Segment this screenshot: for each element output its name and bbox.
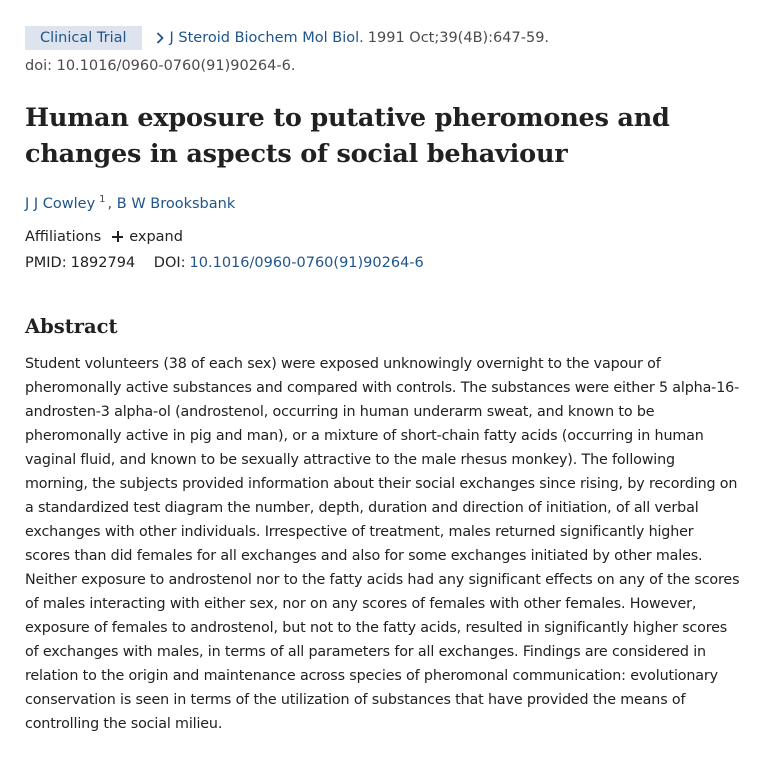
author-link-cowley[interactable]: J J Cowley (25, 195, 96, 212)
authors-list (25, 194, 736, 212)
doi-label: DOI: (153, 254, 186, 271)
journal-link[interactable]: J Steroid Biochem Mol Biol. (169, 30, 364, 46)
citation-doi: doi: 10.1016/0960-0760(91)90264-6. (25, 58, 296, 74)
affiliations-row (25, 229, 736, 245)
affiliation-marker[interactable]: 1 (99, 194, 106, 205)
abstract-text: Student volunteers (38 of each sex) were exposed unknowingly overnight to the vapour of pheromonally active substances and compared with controls. The substances were either 5 alpha-16-androsten-3 alpha-ol (androstenol, occurring in human underarm sweat, and known to be pheromonally active in pig and man), or a mixture of short-chain fatty acids (occurring in human vaginal fluid, and known to be sexually attractive to the male rhesus monkey). The following morning, the subjects provided information about their social exchanges since rising, by recording on a standardized test diagram the number, depth, duration and direction of initiation, of all verbal exchanges with other individuals. Irrespective of treatment, males returned significantly higher scores than did females for all exchanges and also for some exchanges initiated by other males. Neither exposure to androstenol nor to the fatty acids had any significant effects on any of the scores of males interacting with either sex, nor on any scores of females with other females. However, exposure of females to androstenol, but not to the fatty acids, resulted in significantly higher scores of exchanges with males, in terms of all parameters for all exchanges. Findings are considered in relation to the origin and maintenance across species of pheromonal communication: evolutionary conservation is seen in terms of the utilization of substances that have provided the means of controlling the social milieu. (25, 355, 740, 732)
doi-link[interactable]: 10.1016/0960-0760(91)90264-6 (189, 254, 424, 271)
abstract-heading: Abstract (25, 314, 118, 338)
expand-label: expand (129, 228, 183, 245)
plus-icon (112, 231, 123, 242)
pmid-value: 1892794 (70, 254, 136, 271)
author-separator: , (107, 195, 113, 212)
citation-line (25, 26, 736, 50)
affiliations-label: Affiliations (25, 228, 102, 245)
author-link-brooksbank[interactable]: B W Brooksbank (116, 195, 236, 212)
affiliations-expand-button[interactable] (112, 229, 183, 245)
pmid-label: PMID: (25, 254, 67, 271)
article-title: Human exposure to putative pheromones and changes in aspects of social behaviour (25, 103, 670, 169)
identifiers-row (25, 255, 736, 271)
publication-type-badge[interactable]: Clinical Trial (25, 26, 142, 50)
journal-issue: 1991 Oct;39(4B):647-59. (367, 30, 550, 46)
chevron-right-icon (156, 32, 164, 44)
